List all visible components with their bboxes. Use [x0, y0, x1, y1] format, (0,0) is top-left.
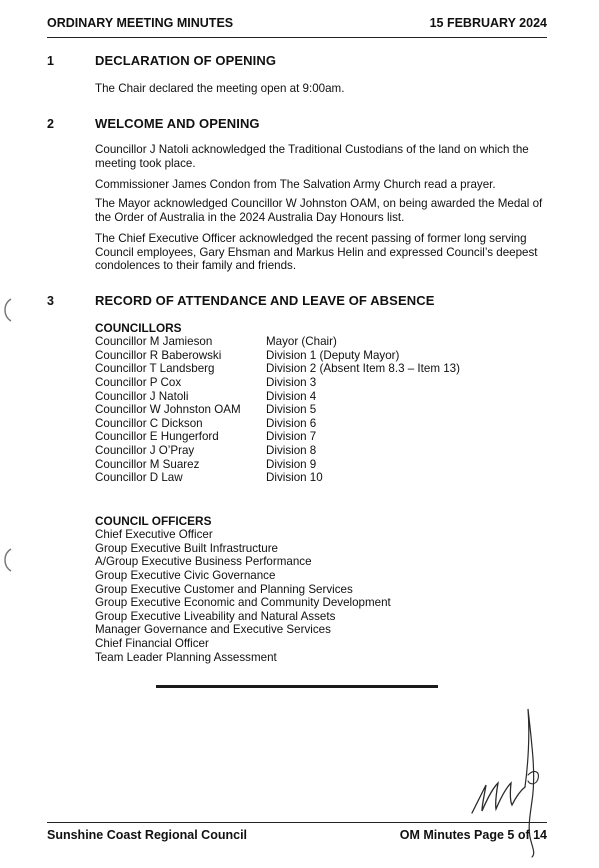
officer-row: Group Executive Customer and Planning Services — [95, 582, 353, 596]
paragraph: The Chair declared the meeting open at 9:00am. — [95, 82, 345, 95]
councillor-name: Councillor M Jamieson — [95, 335, 213, 348]
paragraph: Councillor J Natoli acknowledged the Traditional Custodians of the land on which the meeting took place. — [95, 143, 529, 170]
councillor-role: Division 5 — [266, 403, 317, 417]
councillor-name: Councillor R Baberowski — [95, 348, 222, 362]
paragraph: The Mayor acknowledged Councillor W Johnston OAM, on being awarded the Medal of the Order of Australia in the 2024 Australia Day Honours list. — [95, 197, 543, 224]
councillor-role: Division 7 — [266, 430, 317, 444]
councillor-role: Division 1 (Deputy Mayor) — [266, 348, 400, 362]
councillor-role: Division 3 — [266, 375, 317, 389]
page-header — [47, 16, 547, 32]
councillor-name: Councillor D Law — [95, 471, 183, 485]
divider-bar — [156, 685, 438, 688]
document-title: ORDINARY MEETING MINUTES — [47, 16, 234, 30]
section-number: 1 — [47, 54, 54, 68]
punch-hole-mark — [0, 547, 14, 573]
officer-row: Manager Governance and Executive Services — [95, 623, 331, 637]
councillor-role: Division 8 — [266, 444, 317, 458]
councillor-role: Division 2 (Absent Item 8.3 – Item 13) — [266, 362, 460, 376]
section-title: WELCOME AND OPENING — [95, 116, 260, 131]
section-title: RECORD OF ATTENDANCE AND LEAVE OF ABSENCE — [95, 293, 435, 308]
paragraph: Commissioner James Condon from The Salvation Army Church read a prayer. — [95, 178, 496, 191]
councillor-role: Division 4 — [266, 389, 317, 403]
section-number: 2 — [47, 117, 54, 131]
councillors-heading: COUNCILLORS — [95, 321, 182, 335]
councillor-name: Councillor E Hungerford — [95, 430, 219, 444]
meeting-date: 15 FEBRUARY 2024 — [429, 16, 547, 30]
councillor-name: Councillor P Cox — [95, 375, 182, 389]
officer-row: Team Leader Planning Assessment — [95, 650, 277, 664]
councillor-name: Councillor J Natoli — [95, 389, 189, 403]
officer-row: Chief Executive Officer — [95, 528, 213, 541]
section-title: DECLARATION OF OPENING — [95, 53, 277, 68]
footer-rule — [47, 822, 547, 823]
councillor-name: Councillor T Landsberg — [95, 362, 215, 376]
organisation-name: Sunshine Coast Regional Council — [47, 828, 248, 842]
officer-row: A/Group Executive Business Performance — [95, 555, 312, 569]
officer-row: Group Executive Civic Governance — [95, 568, 276, 582]
officer-row: Group Executive Liveability and Natural Assets — [95, 609, 336, 623]
officer-row: Chief Financial Officer — [95, 637, 209, 651]
section-number: 3 — [47, 294, 54, 308]
officers-heading: COUNCIL OFFICERS — [95, 514, 212, 528]
officer-row: Group Executive Built Infrastructure — [95, 541, 279, 555]
councillor-role: Division 9 — [266, 457, 317, 471]
councillor-name: Councillor C Dickson — [95, 416, 203, 430]
councillor-name: Councillor M Suarez — [95, 457, 200, 471]
councillor-name: Councillor J O’Pray — [95, 444, 195, 458]
header-rule — [47, 37, 547, 38]
councillor-name: Councillor W Johnston OAM — [95, 403, 241, 417]
officer-list — [95, 528, 391, 664]
page-footer — [47, 828, 547, 844]
punch-hole-mark — [0, 297, 14, 323]
paragraph: The Chief Executive Officer acknowledged the recent passing of former long serving Council employees, Gary Ehsman and Markus Helin and expressed Council’s deepest condolences to their family and friends. — [95, 232, 538, 273]
councillor-role: Division 10 — [266, 471, 323, 485]
officer-row: Group Executive Economic and Community Development — [95, 596, 391, 610]
page-number: OM Minutes Page 5 of 14 — [399, 828, 547, 842]
councillor-role: Mayor (Chair) — [266, 335, 337, 348]
councillor-role: Division 6 — [266, 416, 317, 430]
